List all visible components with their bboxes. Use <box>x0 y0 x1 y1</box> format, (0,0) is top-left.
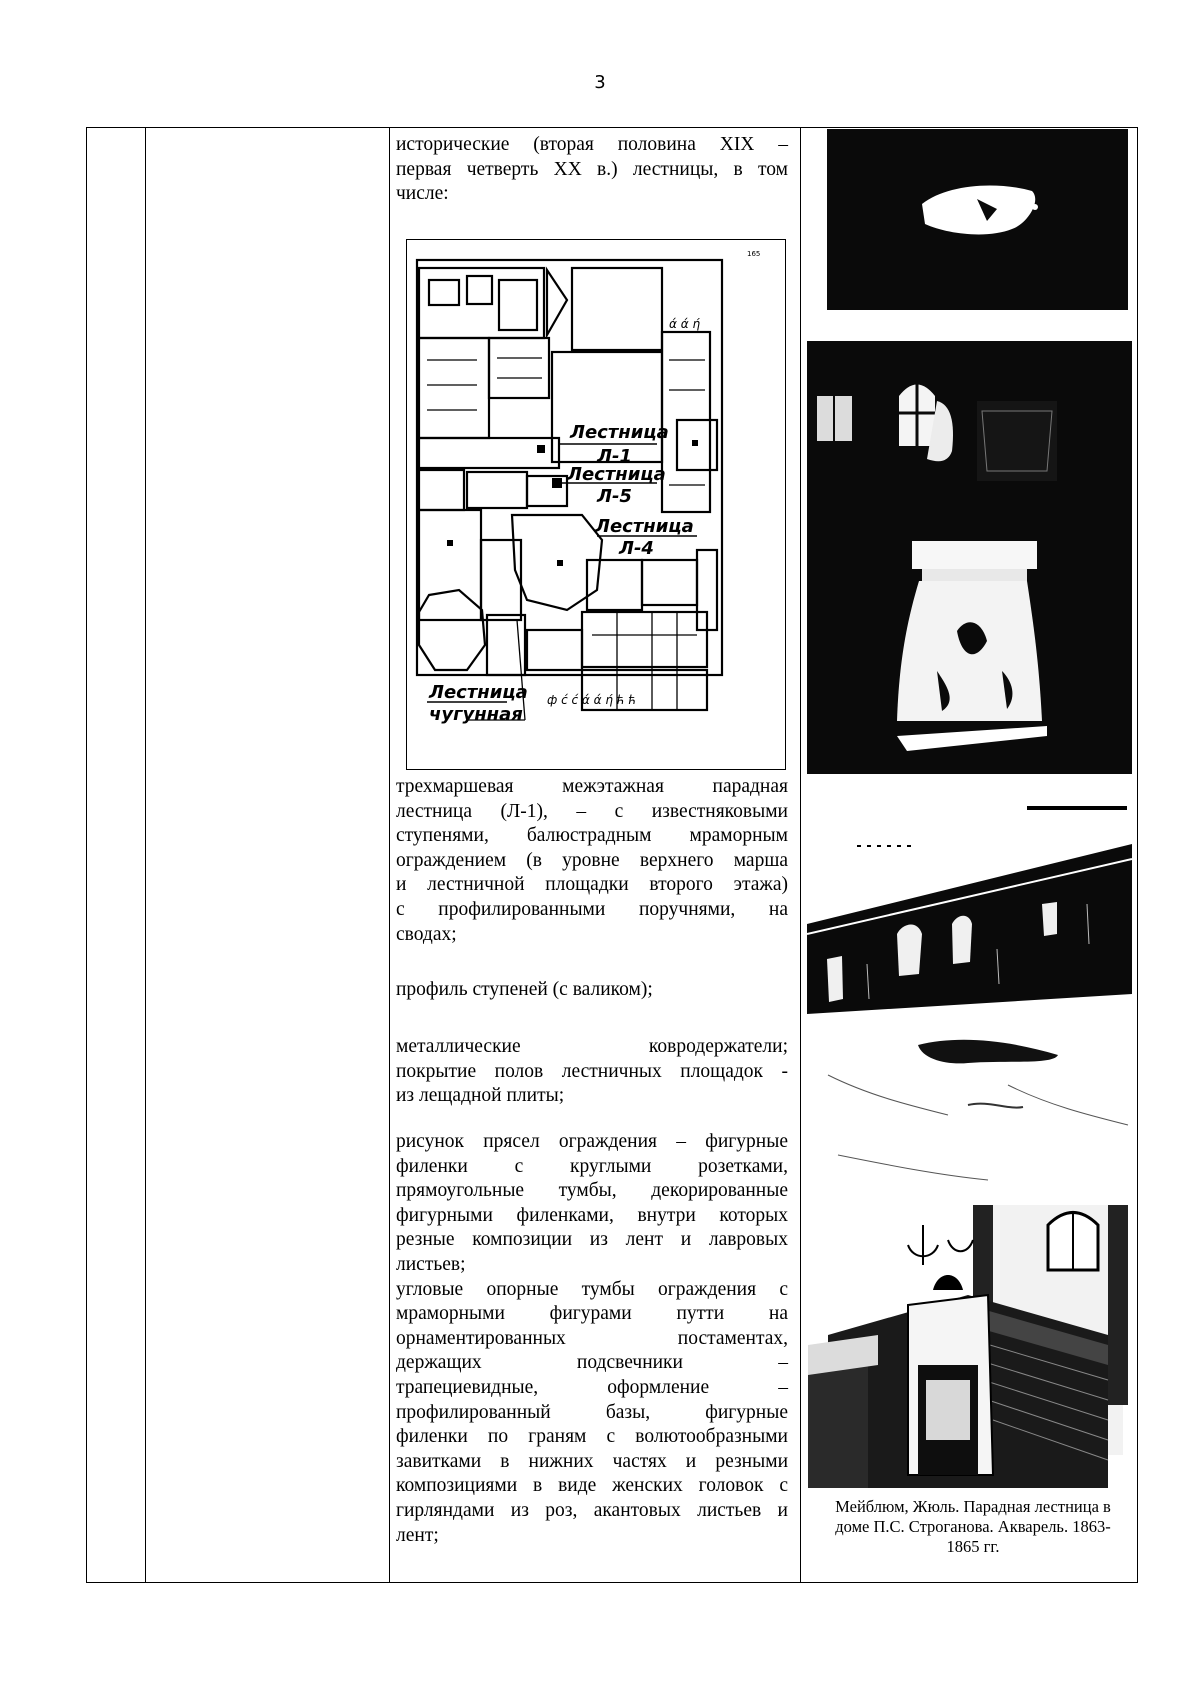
photo-ceiling-lamp <box>827 129 1128 310</box>
text-line: листьев; <box>396 1253 466 1275</box>
text-line: филенки по граням с волютообразными <box>396 1426 788 1448</box>
text-line: лестница (Л-1), – с известняковыми <box>396 800 788 822</box>
label-l1-word: Лестница <box>570 422 669 443</box>
text-line: сводах; <box>396 923 457 945</box>
svg-text:ф ć ć ά ά ή ћ ћ: ф ć ć ά ά ή ћ ћ <box>547 693 637 707</box>
text-line: угловые опорные тумбы ограждения с <box>396 1278 788 1300</box>
text-line: рисунок прясел ограждения – фигурные <box>396 1131 788 1152</box>
text-line: фигурными филенками, внутри которых <box>396 1204 788 1226</box>
label-l5-code: Л-5 <box>597 486 632 507</box>
text-line: лент; <box>396 1524 439 1546</box>
text-line: числе: <box>396 183 449 205</box>
text-line: орнаментированных постаментах, <box>396 1327 788 1349</box>
text-line: филенки с круглыми розетками, <box>396 1155 788 1177</box>
column-divider <box>800 128 801 1582</box>
page-number: 3 <box>594 72 606 93</box>
paragraph-3 <box>396 1035 788 1109</box>
label-l4-word: Лестница <box>595 516 694 537</box>
caption-line: 1865 гг. <box>946 1537 1000 1556</box>
text-line: исторические (вторая половина XIX – <box>396 134 788 155</box>
photo-window-column <box>807 341 1132 774</box>
text-line: трапециевидные, оформление – <box>396 1376 788 1398</box>
text-line: и лестничной площадки второго этажа) <box>396 874 788 896</box>
text-line: композициями в виде женских головок с <box>396 1475 788 1497</box>
intro-text <box>396 133 788 207</box>
paragraph-4 <box>396 1130 788 1548</box>
floor-plan-drawing <box>407 240 784 768</box>
column-divider <box>389 128 390 1582</box>
plan-corner-mark: 165 <box>747 250 761 258</box>
text-line: ступенями, балюстрадным мраморным <box>396 825 788 847</box>
photo-balustrade <box>807 784 1132 1014</box>
paragraph-1 <box>396 775 788 947</box>
label-l4-code: Л-4 <box>619 538 654 559</box>
text-line: профилированный базы, фигурные <box>396 1401 788 1423</box>
caption-line: доме П.С. Строганова. Акварель. 1863- <box>835 1517 1111 1536</box>
label-l5-word: Лестница <box>567 464 666 485</box>
text-line: металлические ковродержатели; <box>396 1036 788 1057</box>
text-line: ограждением (в уровне верхнего марша <box>396 849 788 871</box>
text-line: гирляндами из роз, акантовых листьев и <box>396 1499 788 1521</box>
text-line: держащих подсвечники – <box>396 1352 788 1374</box>
text-line: из лещадной плиты; <box>396 1085 565 1107</box>
text-line: мраморными фигурами путти на <box>396 1303 788 1325</box>
photo-caption <box>808 1497 1138 1557</box>
label-cast-word2: чугунная <box>429 704 523 725</box>
label-l1-code: Л-1 <box>597 446 632 467</box>
column-divider <box>145 128 146 1582</box>
label-cast-word: Лестница <box>429 682 528 703</box>
floor-plan-figure <box>406 239 786 770</box>
text-line: покрытие полов лестничных площадок - <box>396 1060 788 1082</box>
text-line: трехмаршевая межэтажная парадная <box>396 776 788 797</box>
text-line: профиль ступеней (с валиком); <box>396 979 653 1000</box>
text-line: прямоугольные тумбы, декорированные <box>396 1180 788 1202</box>
text-line: первая четверть XX в.) лестницы, в том <box>396 158 788 180</box>
svg-text:ά ά ή: ά ά ή <box>669 317 701 331</box>
paragraph-2 <box>396 978 788 1003</box>
text-line: с профилированными поручнями, на <box>396 898 788 920</box>
caption-line: Мейблюм, Жюль. Парадная лестница в <box>835 1497 1111 1516</box>
text-line: завитками в нижних частях и резными <box>396 1450 788 1472</box>
text-line: резные композиции из лент и лавровых <box>396 1229 788 1251</box>
photo-watercolor-staircase <box>808 1035 1137 1488</box>
